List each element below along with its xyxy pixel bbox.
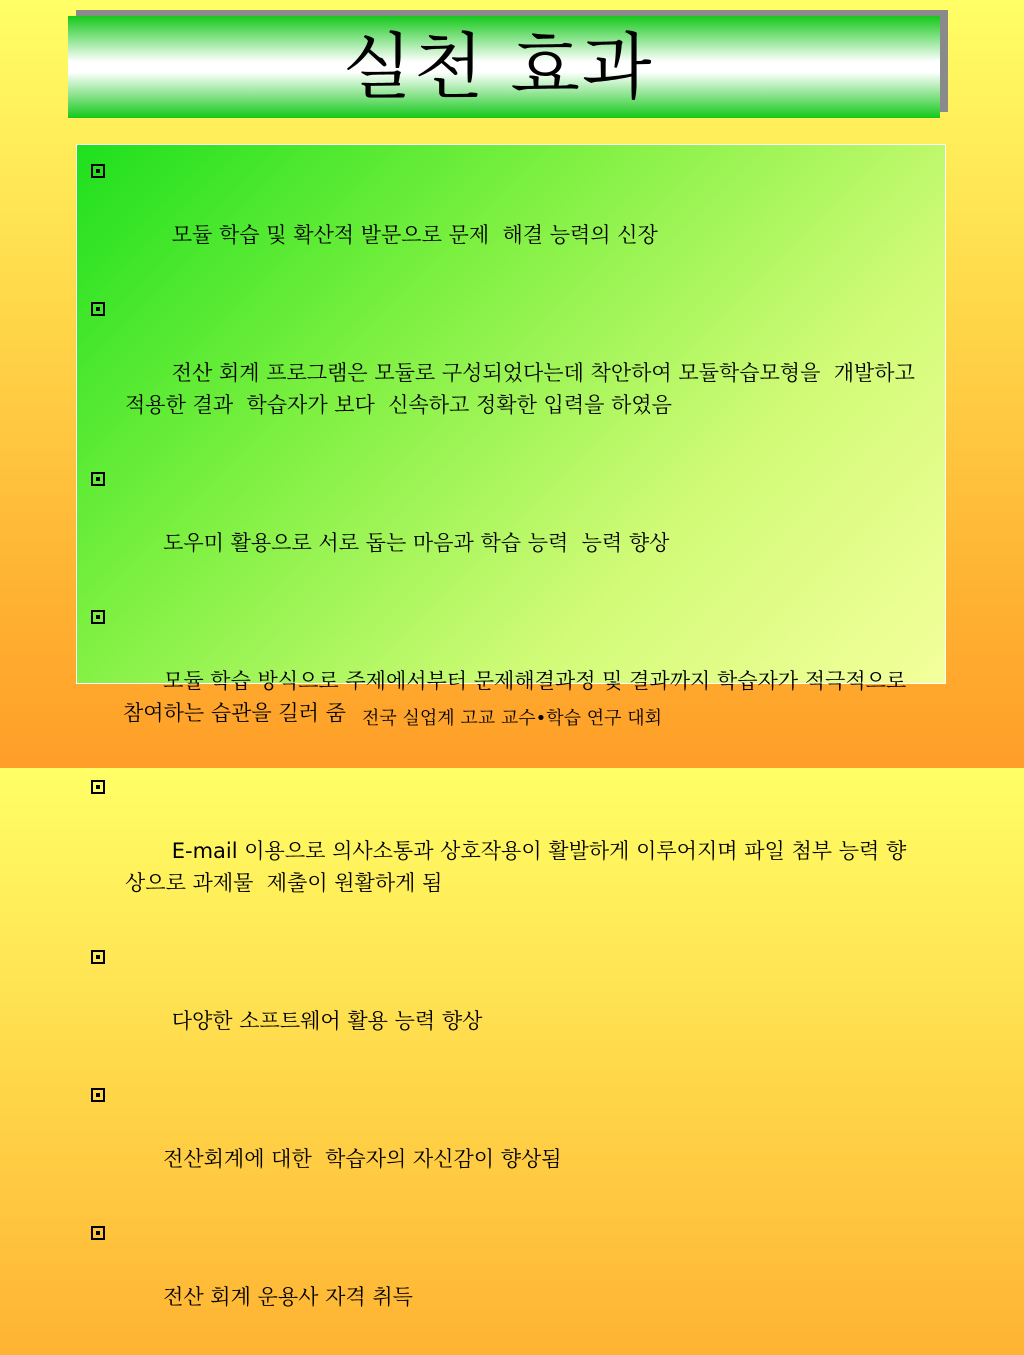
slide-footer: 전국 실업계 고교 교수•학습 연구 대회 bbox=[361, 708, 663, 729]
list-item-text: 모듈 학습 방식으로 주제에서부터 문제해결과정 및 결과까지 학습자가 적극적으로 참여하는 습관을 길러 줌 bbox=[123, 669, 913, 725]
list-item-text: 모듈 학습 및 확산적 발문으로 문제 해결 능력의 신장 bbox=[165, 223, 658, 247]
list-item-text: 도우미 활용으로 서로 돕는 마음과 학습 능력 능력 향상 bbox=[163, 531, 670, 555]
list-item bbox=[89, 155, 919, 283]
list-item-text: 전산회계에 대한 학습자의 자신감이 향상됨 bbox=[163, 1147, 562, 1171]
list-item-text: 전산 회계 운용사 자격 취득 bbox=[163, 1285, 413, 1309]
square-bullet-icon bbox=[91, 780, 105, 794]
title-banner bbox=[68, 16, 940, 118]
list-item bbox=[89, 601, 919, 761]
list-item bbox=[89, 1217, 919, 1345]
square-bullet-icon bbox=[91, 610, 105, 624]
square-bullet-icon bbox=[91, 1226, 105, 1240]
square-bullet-icon bbox=[91, 950, 105, 964]
bullet-list bbox=[89, 155, 922, 1355]
square-bullet-icon bbox=[91, 164, 105, 178]
list-item-text: E-mail 이용으로 의사소통과 상호작용이 활발하게 이루어지며 파일 첨부 능력 향상으로 과제물 제출이 원활하게 됨 bbox=[125, 839, 907, 895]
list-item bbox=[89, 771, 919, 931]
list-item bbox=[89, 941, 919, 1069]
square-bullet-icon bbox=[91, 472, 105, 486]
square-bullet-icon bbox=[91, 1088, 105, 1102]
list-item bbox=[89, 293, 922, 453]
list-item bbox=[89, 463, 919, 591]
list-item-text: 전산 회계 프로그램은 모듈로 구성되었다는데 착안하여 모듈학습모형을 개발하고 적용한 결과 학습자가 보다 신속하고 정확한 입력을 하였음 bbox=[125, 361, 922, 417]
list-item bbox=[89, 1079, 919, 1207]
slide-title: 실천 효과 bbox=[342, 25, 654, 109]
square-bullet-icon bbox=[91, 302, 105, 316]
list-item-text: 다양한 소프트웨어 활용 능력 향상 bbox=[165, 1009, 483, 1033]
